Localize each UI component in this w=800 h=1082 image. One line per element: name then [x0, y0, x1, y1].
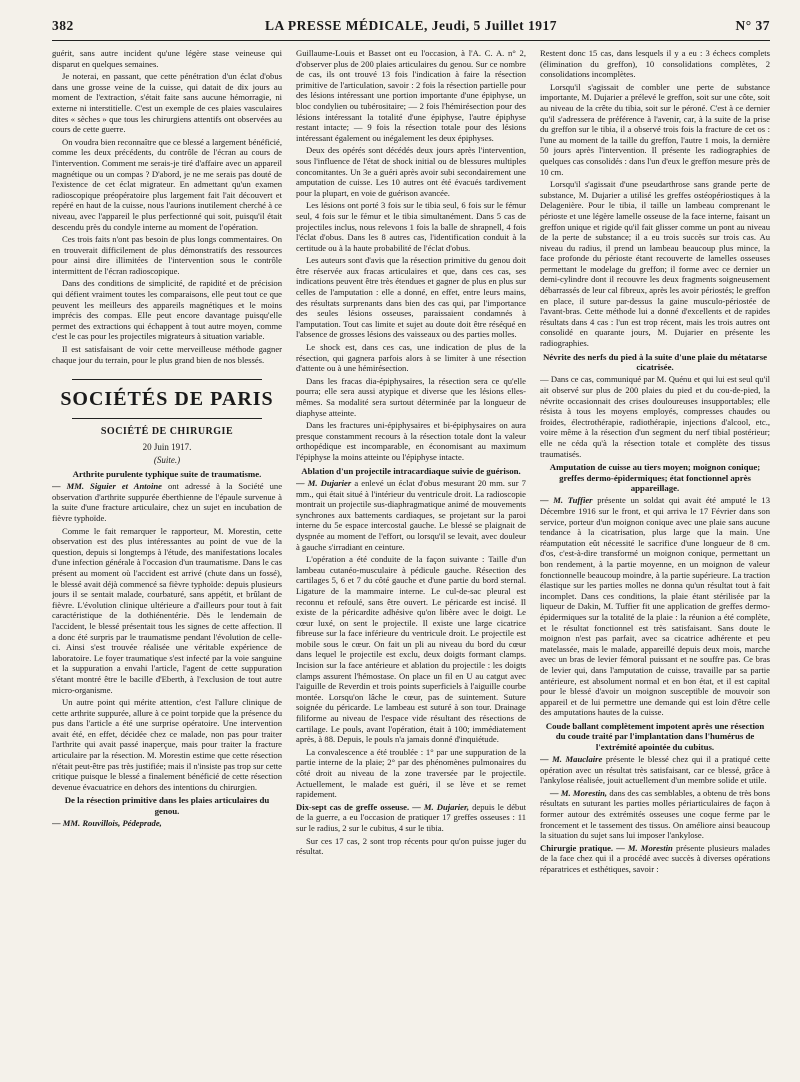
paragraph: Ces trois faits n'ont pas besoin de plus longs commentaires. On en trouverait difficilement de plus démonstratifs des ressources pour ainsi dire illimitées de l'intervention sous le contrôle intermittent de l'écran radioscopique. — [52, 234, 282, 276]
article-authors: — M. Dujarier, — [412, 801, 470, 812]
column-3 — [540, 48, 770, 1078]
article-authors: — MM. Rouvillois, Pédeprade, — [52, 818, 162, 829]
society-name: SOCIÉTÉ DE CHIRURGIE — [100, 426, 234, 438]
article-paragraph — [296, 802, 526, 834]
article-authors: — M. Mauclaire — [540, 754, 603, 765]
article-title: Ablation d'un projectile intracardiaque suivie de guérison. — [301, 465, 521, 476]
article-text: dans des cas semblables, a obtenu de très bons résultats en suturant les parties molles périarticulaires de façon à former autour des extrémités osseuses une coque ferme par le froncement et le tassement des tissus. On améliore ainsi beaucoup la situation du sujet sans lui imposer l'ankylose. — [540, 787, 770, 841]
article-authors: — M. Morestin — [616, 842, 673, 853]
column-2 — [296, 48, 526, 1078]
article-paragraph — [540, 788, 770, 841]
paragraph: Deux des opérés sont décédés deux jours après l'intervention, sous l'influence de l'état de shock initial ou de blessures multiples concomitantes. Un 3e a guéri après avoir subi secondairement une amputation de cuisse. Les 10 autres ont été évacués tardivement pour la plupart, en voie de guérison avancée. — [296, 145, 526, 198]
paragraph: Sur ces 17 cas, 2 sont trop récents pour qu'on puisse juger du résultat. — [296, 835, 526, 857]
header-rule — [52, 40, 770, 41]
paragraph: Dans des conditions de simplicité, de rapidité et de précision qui défient vraiment toutes les comparaisons, elle peut tout ce que peuvent les meilleurs des appareils magnétiques et le moins imprécis des compas. Elle peut encore davantage puisqu'elle permet des extractions qui échappent à tout autre moyen, comme c'est le cas pour les projectiles migrateurs à situation variable. — [52, 278, 282, 342]
article-text: présente le blessé chez qui il a pratiqué cette opération avec un résultat très satisfaisant, car ce blessé, grâce à l'ankylose réalisée, jouit actuellement d'un membre solide et utile. — [540, 754, 770, 786]
article-title: Arthrite purulente typhique suite de traumatisme. — [72, 468, 262, 479]
issue-number: N° 37 — [735, 18, 770, 33]
section-heading-block — [52, 379, 282, 419]
paragraph: Les auteurs sont d'avis que la résection primitive du genou doit être réservée aux fracas articulaires et que, dans ces cas, ses indications peuvent être très étendues et gagner de plus en plus sur celles de l'amputation : elle a donné, en effet, entre leurs mains, des résultats surprenants dans bien des cas qui, par l'importance des seules lésions osseuses, paraissaient condamnés à l'amputation. Tout cas limite et sujet au doute doit être réséqué en l'absence de grosses lésions des vaisseaux ou des parties molles. — [296, 255, 526, 340]
article-authors: — M. Tuffier — [540, 495, 593, 506]
journal-title: LA PRESSE MÉDICALE, Jeudi, 5 Juillet 1917 — [264, 18, 558, 33]
article-authors: — M. Morestin, — [550, 787, 608, 798]
section-title: SOCIÉTÉS DE PARIS — [60, 388, 274, 411]
article-paragraph — [296, 478, 526, 552]
article-text: présente plusieurs malades de la face chez qui il a procédé avec succès à diverses opérations réparatrices et esthétiques, savoir : — [540, 842, 770, 875]
article-text: présente un soldat qui avait été amputé le 13 Décembre 1916 sur le front, et qui arriva le 17 Février dans son service, porteur d'un moignon conique avec une plaie sans aucune tendance à la cicatrisation, plus large que la main. Une réamputation eût nécessité le sacrifice d'une longueur de 8 cm. d'os, c'est-à-dire transformé un moignon conique, permettant un bon rendement, à la partie moyenne, en un moignon de valeur fonctionnelle beaucoup moindre, à la partie supérieure. La traction élastique sur les parties molles ne donna qu'un résultat tout à fait incomplet. Dans ces conditions, la plaie étant stérilisée par la liqueur de Dakin, M. Tuffier fit une application de greffes dermo-épidermiques sur la totalité de la plaie : la réunion a été complète, et le résultat fonctionnel est très satisfaisant. Sans doute le moignon n'est pas parfait, avec sa cicatrice adhérente et peu matelassée, mais le malade, appareillé depuis deux mois, marche avec un bras de levier fémoral puissant et ne souffre pas. Ce bras de levier qui, dans l'amputation de cuisse, travaille par sa partie antérieure, est absolument normal et en bon état, et il est capital pour le blessé d'avoir un moignon susceptible de mouvoir son appareil et de lui permettre une demande qui est loin d'être celle des amputations hautes de la cuisse. — [540, 495, 770, 718]
article-text: ont adressé à la Société une observation d'arthrite suppurée éberthienne de l'épaule survenue à la suite d'une fracture articulaire, chez un sujet en incubation de fièvre typhoïde. — [52, 481, 282, 523]
divider — [72, 418, 262, 419]
paragraph: Lorsqu'il s'agissait d'une pseudarthrose sans grande perte de substance, M. Dujarier a utilisé les greffes ostéopériostiques à la Delagenière. Pour le tibia, il taille un lambeau comprenant le périoste et une légère lamelle osseuse de la face interne, faisant un greffon unique et rigide qu'il fait glisser comme un pont au niveau de la perte de substance; il a eu trois succès sur trois cas. Au niveau du radius, il prend un lambeau beaucoup plus mince, la face profonde du périoste étant recouverte de lamelles osseuses permettant le modelage du greffon; il forme avec ce dernier un demi-cylindre dont il recouvre les deux fragments soigneusement débarrassés de leur cal fibreux, après les avoir périostés; le greffon en place, il suture par-dessus la gaine musculo-périostée de l'avant-bras. Cette méthode lui a donné d'excellents et de rapides résultats dans 4 cas : l'un est trop récent, mais les trois autres ont consolidé en quarante jours, M. Dujarier en présente les radiographies. — [540, 179, 770, 349]
article-text: depuis le début de la guerre, a eu l'occasion de pratiquer 17 greffes osseuses : 11 sur le radius, 2 sur le cubitus, 4 sur le tibia. — [296, 801, 526, 833]
paragraph: Les lésions ont porté 3 fois sur le tibia seul, 6 fois sur le fémur seul, 4 fois sur le fémur et le tibia simultanément. Dans 5 cas de projectiles inclus, nous relevons 1 fois la balle de shrapnell, 4 fois l'éclat d'obus. Dans les 8 autres cas, l'identification conduit à la certitude ou à la haute probabilité de l'éclat d'obus. — [296, 200, 526, 253]
article-paragraph — [540, 495, 770, 717]
article-title: Coude ballant complètement impotent après une résection du coude traité par l'implantation dans l'humérus de l'extrémité apointée du cubitus. — [545, 720, 765, 752]
article-text: a enlevé un éclat d'obus mesurant 20 mm. sur 7 mm., qui était situé à l'intérieur du ventricule droit. La radioscopie montrait un projectile sus-diaphragmatique animé de mouvements synchrones aux battements cardiaques, se projetant sur la paroi interne du 5e espace intercostal gauche. Le blessé se plaignait de dyspnée au moment de l'effort, ou lorsqu'il se levait, avec douleur à gauche s'irradiant en ceinture. — [296, 477, 526, 552]
article-authors: — M. Dujarier — [296, 477, 352, 488]
article-paragraph — [540, 843, 770, 875]
paragraph: Dans les fracas dia-épiphysaires, la résection sera ce qu'elle pourra; elle sera aussi atypique et diverse que les lésions elles-mêmes. Sa modalité sera surtout déterminée par la longueur de diaphyse atteinte. — [296, 375, 526, 418]
paragraph: Le shock est, dans ces cas, une indication de plus de la résection, qui gagnera parfois alors à se limiter à une résection d'attente ou à une hémirésection. — [296, 342, 526, 374]
text-columns — [52, 48, 770, 1078]
session-date: 20 Juin 1917. — [142, 441, 192, 452]
paragraph: Guillaume-Louis et Basset ont eu l'occasion, à l'A. C. A. n° 2, d'observer plus de 200 plaies articulaires du genou. Sur ce nombre de cas, ils ont trouvé 13 fois l'indication à faire la résection primitive de l'articulation, savoir : 2 fois la résection partielle pour des lésions intéressant une portion importante d'une épiphyse, un bloc condylien ou tubérositaire; — 2 fois l'hémirésection pour des lésions intéressant la totalité d'une épiphyse, l'autre épiphyse restant intacte; — 9 fois la résection totale pour des lésions intéressant également ou inégalement les deux épiphyses. — [296, 48, 526, 143]
article-title: Névrite des nerfs du pied à la suite d'une plaie du métatarse cicatrisée. — [542, 351, 768, 373]
paragraph: Restent donc 15 cas, dans lesquels il y a eu : 3 échecs complets (élimination du greffon), 10 consolidations complètes, 2 consolidations incomplètes. — [540, 48, 770, 80]
page-number: 382 — [52, 18, 74, 33]
article-paragraph — [52, 481, 282, 523]
column-1 — [52, 48, 282, 1078]
paragraph: Je noterai, en passant, que cette pénétration d'un éclat d'obus dans une grosse veine de la cuisse, qui datait de dix jours au moment de l'extraction, s'était faite sans aucune hémorragie, ni externe ni interstitielle. C'est un exemple de ces plaies vasculaires dites « sèches » que tous les chirurgiens attentifs ont observées au cours de cette guerre. — [52, 71, 282, 135]
paragraph: Comme le fait remarquer le rapporteur, M. Morestin, cette observation est des plus intéressantes au point de vue de la question, depuis si longtemps à l'étude, des manifestations locales d'une infection générale à l'occasion d'un traumatisme. Dans le cas présent au moment où l'accident est arrivé (chute dans un fossé), le blessé avait déjà commencé sa fièvre typhoïde: depuis plusieurs jours il se sentait malade, courbaturé, sans appétit, et brûlant de fièvre. L'évolution clinique ultérieure a d'ailleurs pour tout à fait caractéristique de la dothiénentérie. Dès le lendemain de l'accident, le blessé présentait tous les signes de cette affection. Il a donc été surpris par le traumatisme pendant l'évolution de celle-ci. Ainsi s'est trouvée réalisée une véritable expérience de laboratoire. Le foyer traumatique s'est infecté par la voie sanguine et la suppuration a envahi l'article, l'agent de cette suppuration s'étant montré être le bacille d'Eberth, à l'exclusion de tout autre micro-organisme. — [52, 525, 282, 695]
article-text: — Dans ce cas, communiqué par M. Quénu et qui lui est seul qu'il ait observé sur plus de 200 plaies du pied et du cou-de-pied, la névrite occasionnait des crises douloureuses insupportables; elle résista à tous les moyens employés, compresses chaudes ou froides, électrothérapie, radiothérapie, injections d'alcool, etc., voire même à la résection d'un segment du nerf tibial postérieur; elle ne céda qu'à la résection totale et complète des tissus traumatisés. — [540, 374, 770, 459]
article-title: Dix-sept cas de greffe osseuse. — [296, 801, 410, 812]
article-title: Amputation de cuisse au tiers moyen; moignon conique; greffes dermo-épidermiques; état fonctionnel après appareillage. — [549, 462, 761, 493]
article-title: Chirurgie pratique. — [540, 842, 614, 853]
article-title: De la résection primitive dans les plaies articulaires du genou. — [64, 795, 270, 816]
page-header — [52, 18, 770, 40]
article-paragraph — [540, 754, 770, 786]
paragraph: La convalescence a été troublée : 1° par une suppuration de la partie interne de la plaie; 2° par des phénomènes pulmonaires du côté droit au niveau de la zone traversée par le projectile. Actuellement, le malade est guéri, il se lève et se remet rapidement. — [296, 746, 526, 800]
paragraph: Un autre point qui mérite attention, c'est l'allure clinique de cette arthrite suppurée, allure à ce point torpide que la présence du pus dans l'article a été une surprise opératoire. Une intervention avait été, en effet, décidée chez ce malade, non pas pour traiter l'arthrite qui avait passé inaperçue, mais pour traiter la fracture articulaire par la résection. M. Morestin estime que cette résection n'était peut-être pas très justifiée; mais il n'insiste pas trop sur cette critique puisque le blessé a finalement bénéficié de cette résection devenue évacuatrice en dehors des intentions du chirurgien. — [52, 697, 282, 792]
paragraph: L'opération a été conduite de la façon suivante : Taille d'un lambeau cutanéo-musculaire à pédicule gauche. Résection des cartilages 5, 6 et 7 du côté gauche et d'une partie du bord sternal. Ligature de la mammaire interne. Le cul-de-sac pleural est reconnu et refoulé, sans être ouvert. Le péricarde est incisé. Il existe de la péricardite adhésive qu'on libère avec le doigt. Le cœur luxé, on sent le projectile. Il existe une large cicatrice fibreuse sur la face inférieure du ventricule droit. Le projectile est mobile sous le cœur. On fait un pli au niveau du bord du cœur dans lequel le projectile est exclu, deux doigts formant clamps. Incision sur la face antérieure et ablation du projectile : les doigts clamps assurent l'hémostase. On place un fil en U au catgut avec l'aiguille de Reverdin et trois points superficiels à l'aiguille courbe montée. Lorsqu'on lâche le cœur, pas de suintement. Suture soignée du péricarde. Le lambeau est suturé à son tour. Drainage filiforme au niveau de l'espace vide résultant des résections de cartilage. Le pouls, avant l'opération, était à 100; immédiatement après, à 88. Depuis, le pouls n'a jamais donné d'inquiétude. — [296, 554, 526, 745]
paragraph: On voudra bien reconnaître que ce blessé a largement bénéficié, comme les deux précédents, du contrôle de l'écran au cours de l'intervention. Comment me serais-je tiré d'affaire avec un appareil magnétique ou un compas ? D'abord, je ne me serais pas douté de l'existence de cet éclat migrateur. En admettant qu'un examen radioscopique préopératoire plus largement fait l'ait découvert et repéré en haut de la cuisse, nous l'aurions inutilement cherché à ce niveau, avec l'appareil le plus perfectionné qui soit, puisqu'il était descendu près du condyle interne au moment de l'opération. — [52, 136, 282, 232]
paragraph: Il est satisfaisant de voir cette merveilleuse méthode gagner chaque jour du terrain, pour le plus grand bien de nos blessés. — [52, 344, 282, 365]
article-authors: — MM. Siguier et Antoine — [52, 481, 162, 492]
paragraph: Lorsqu'il s'agissait de combler une perte de substance importante, M. Dujarier a prélevé le greffon, soit sur une côte, soit au niveau de la crête du tibia, soit sur le péroné. C'est à ce dernier qu'il s'adressera de préférence à l'avenir, car, à la suite de la prise du greffon sur le tibia, il a observé trois fois la fracture de cet os : l'une au moment de la taille du greffon, l'autre 1 mois, la dernière 50 jours après l'intervention. Il présente les radiographies de quelques cas consolidés : dans l'un d'eux le greffon mesure près de 10 cm. — [540, 81, 770, 177]
paragraph: Dans les fractures uni-épiphysaires et bi-épiphysaires on aura presque constamment recours à la résection totale dont la valeur orthopédique est incomparable, en économisant au maximum l'épiphyse la moins atteinte ou l'épiphyse intacte. — [296, 420, 526, 462]
suite-note: (Suite.) — [153, 454, 181, 465]
paragraph: guérit, sans autre incident qu'une légère stase veineuse qui disparut en quelques semaines. — [52, 48, 282, 69]
